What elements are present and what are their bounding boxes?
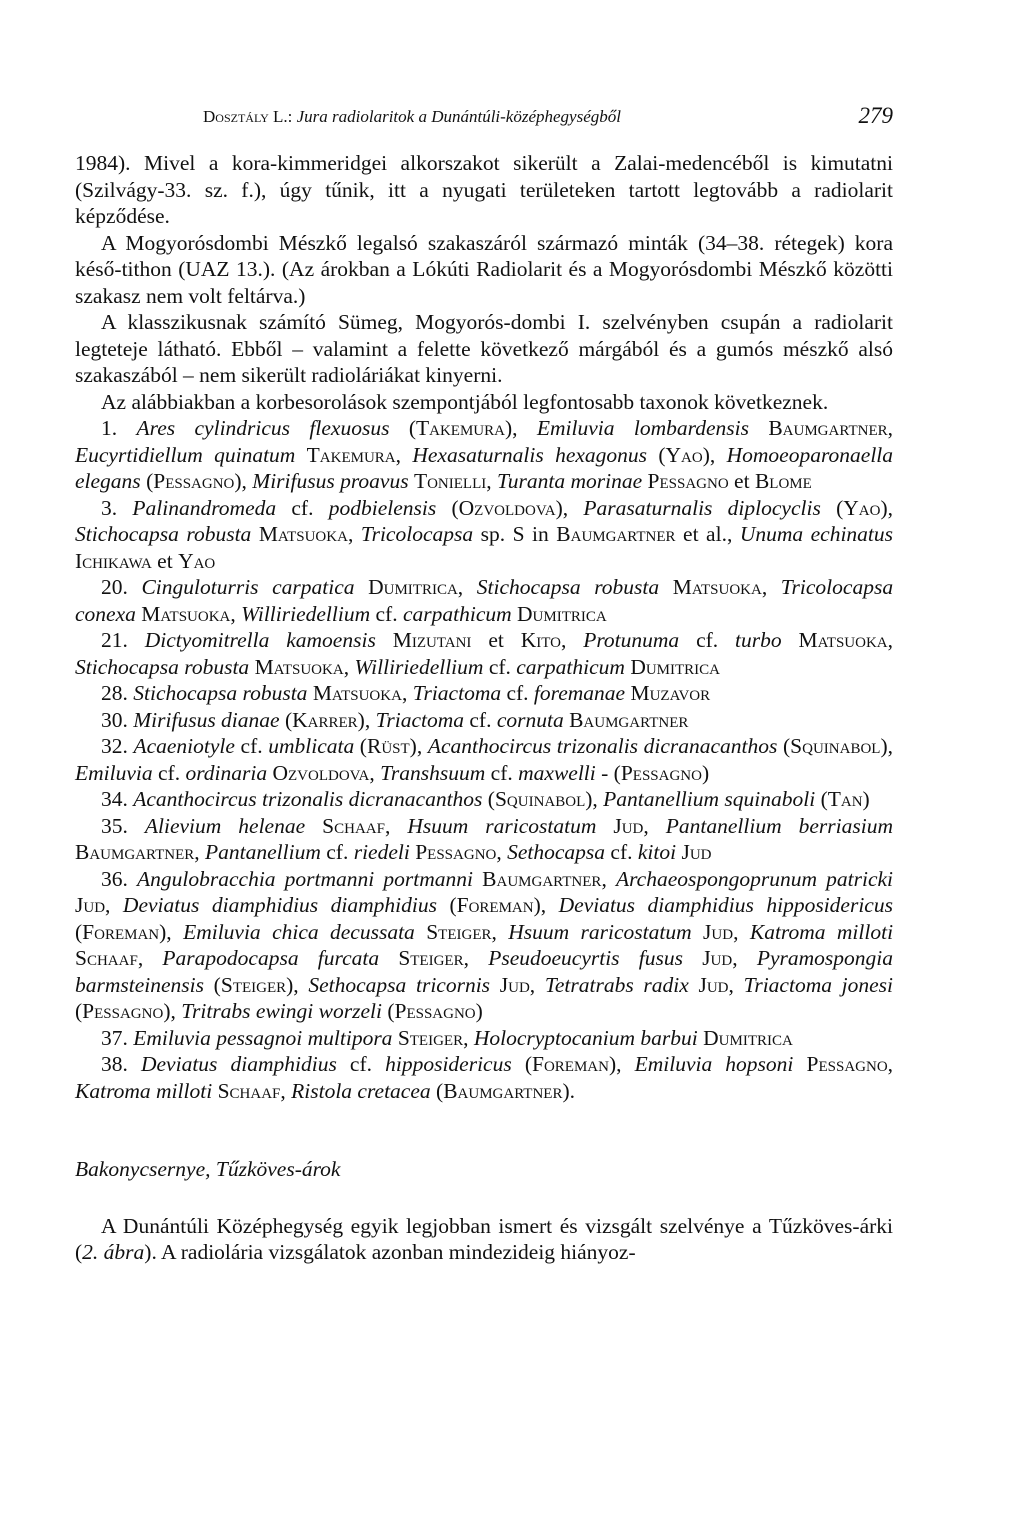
taxon-text: [683, 946, 702, 970]
taxon-text: cf.: [464, 707, 497, 732]
taxon-name: Palinandromeda: [132, 495, 277, 520]
taxon-text: cf.: [320, 840, 354, 864]
taxon-author: Matsuoka: [254, 654, 344, 679]
taxon-author: Tan: [827, 787, 863, 811]
taxon-text: cf.: [679, 628, 736, 652]
taxon-entry: [75, 707, 893, 734]
taxon-text: [782, 628, 799, 652]
taxon-name: Tritrabs ewingi worzeli: [181, 999, 382, 1023]
taxon-text: ,: [280, 1078, 292, 1103]
taxon-author: Yao: [178, 548, 216, 573]
taxon-author: Dumitrica: [703, 1025, 793, 1050]
taxon-name: Protunuma: [583, 628, 680, 652]
taxon-number: 36.: [101, 866, 138, 891]
taxon-text: (: [279, 707, 293, 732]
taxon-name: foremanae: [533, 681, 626, 705]
taxon-author: Steiger: [397, 1025, 464, 1050]
taxon-name: Emiluvia lombardensis: [536, 416, 749, 440]
taxon-author: Jud: [613, 813, 644, 838]
taxon-entry: [75, 813, 893, 866]
taxon-text: cf.: [336, 1052, 386, 1076]
taxon-name: Acanthocircus trizonalis dicranacanthos: [427, 734, 778, 758]
taxon-text: ,: [496, 840, 508, 864]
taxon-name: Deviatus diamphidius: [140, 1052, 337, 1076]
section-paragraph-start: A Dunántúli Középhegység egyik legjobban ismert és vizsgált szelvénye a Tűzköves-árki (: [75, 1213, 893, 1264]
taxon-text: et: [151, 548, 179, 573]
taxon-text: ): [862, 787, 870, 811]
taxon-author: Steiger: [426, 919, 492, 944]
taxon-name: carpathicum: [516, 654, 625, 679]
section-paragraph-end: ). A radiolária vizsgálatok azonban mindezideig hiányoz-: [144, 1240, 636, 1264]
taxon-text: cf.: [501, 681, 534, 705]
paragraph-4: Az alábbiakban a korbesorolások szempontjából legfontosabb taxonok következnek.: [101, 389, 829, 414]
taxon-author: Schaaf: [75, 946, 138, 970]
taxon-name: Sethocapsa tricornis: [308, 972, 491, 997]
taxon-text: cf.: [370, 601, 403, 626]
page-body: [75, 150, 893, 1266]
taxon-text: ,: [230, 601, 242, 626]
taxon-author: Pessagno: [647, 469, 729, 493]
taxon-text: ): [475, 999, 483, 1023]
taxon-number: 35.: [101, 813, 145, 838]
taxon-author: Steiger: [220, 972, 287, 997]
taxon-author: Baumgartner: [75, 840, 195, 864]
taxon-number: 1.: [101, 416, 137, 440]
taxon-name: Holocryptocanium barbui: [473, 1025, 698, 1050]
taxon-text: ,: [529, 972, 545, 997]
taxon-name: Stichocapsa robusta: [75, 654, 250, 679]
taxon-name: Cinguloturris carpatica: [141, 575, 355, 599]
taxon-number: 34.: [101, 787, 134, 811]
running-head-title: Jura radiolaritok a Dunántúli-középhegységből: [296, 107, 621, 126]
taxon-name: Stichocapsa robusta: [133, 681, 308, 705]
taxon-number: 32.: [101, 734, 134, 758]
taxon-name: Deviatus diamphidius hipposidericus: [558, 893, 893, 917]
taxon-author: Takemura: [415, 416, 505, 440]
taxon-text: ,: [601, 866, 616, 891]
taxon-text: ,: [463, 1025, 474, 1050]
taxon-text: (: [436, 893, 457, 917]
taxon-name: riedeli: [353, 840, 410, 864]
taxon-text: (: [75, 999, 83, 1023]
taxon-author: Rüst: [366, 734, 410, 758]
taxon-text: (: [511, 1052, 532, 1076]
taxon-text: [415, 920, 426, 944]
taxon-entry: [75, 574, 893, 627]
taxon-text: (: [777, 734, 791, 758]
taxon-text: ),: [163, 999, 182, 1023]
taxon-author: Ozvoldova: [458, 495, 556, 520]
taxon-author: Dumitrica: [630, 654, 721, 679]
taxon-text: ,: [887, 416, 893, 440]
taxon-text: (: [482, 787, 495, 811]
taxon-text: ,: [457, 575, 477, 599]
taxon-text: ,: [384, 813, 408, 838]
taxon-author: Squinabol: [494, 787, 586, 811]
taxon-text: cf.: [485, 760, 519, 785]
taxon-text: cf.: [605, 840, 638, 864]
taxon-text: et: [728, 469, 755, 493]
taxon-name: Mirifusus dianae: [133, 707, 280, 732]
taxon-text: ),: [880, 734, 894, 758]
taxon-text: ,: [560, 628, 584, 652]
taxon-name: kitoi: [637, 840, 677, 864]
running-header: [203, 103, 893, 135]
taxon-text: et al.,: [675, 522, 740, 546]
taxon-text: [355, 575, 369, 599]
taxon-entry: [75, 1025, 893, 1052]
taxon-name: Emiluvia: [75, 760, 153, 785]
taxon-author: Jud: [681, 840, 712, 864]
taxon-entry: [75, 495, 893, 575]
taxon-author: Jud: [703, 919, 734, 944]
taxon-name: Tricolocapsa: [360, 522, 474, 546]
taxon-text: ,: [887, 1052, 894, 1076]
taxon-name: Parasaturnalis diplocyclis: [583, 495, 821, 520]
taxon-text: [596, 814, 613, 838]
taxon-author: Baumgartner: [482, 866, 602, 891]
taxon-name: Emiluvia chica decussata: [183, 919, 415, 944]
taxon-name: Acanthocircus trizonalis dicranacanthos: [133, 787, 483, 811]
taxon-text: cf.: [152, 760, 186, 785]
taxon-name: Emiluvia hopsoni: [634, 1052, 794, 1076]
taxon-name: Ristola cretacea: [291, 1078, 431, 1103]
taxon-name: Hsuum raricostatum: [407, 813, 597, 838]
taxon-author: Pessagno: [806, 1052, 888, 1076]
paragraph-2: A Mogyorósdombi Mészkő legalsó szakaszáról származó minták (34–38. rétegek) kora késő-tithon (UAZ 13.). (Az árokban a Lókúti Radiolarit és a Mogyorósdombi Mészkő közötti szakasz nem volt feltárva.): [75, 230, 893, 308]
taxon-number: 20.: [101, 575, 142, 599]
taxon-name: Triactoma jonesi: [743, 972, 894, 997]
taxon-text: [490, 973, 500, 997]
taxon-text: (: [647, 442, 666, 467]
paragraph-1: 1984). Mivel a kora-kimmeridgei alkorszakot sikerült a Zalai-medencéből is kimutatni (Szilvágy-33. sz. f.), úgy tűnik, itt a nyugati területeken tartott legtovább a radiolarit képződése.: [75, 151, 893, 228]
running-head-text: [203, 107, 621, 127]
taxon-author: Foreman: [82, 919, 160, 944]
taxon-name: Eucyrtidiellum quinatum: [75, 442, 296, 467]
taxon-text: (: [389, 416, 416, 440]
taxon-author: Schaaf: [322, 813, 385, 838]
taxon-text: (: [430, 1078, 444, 1103]
taxon-name: Williriedellium: [354, 654, 484, 679]
taxon-number: 28.: [101, 681, 134, 705]
taxon-name: ordinaria: [185, 760, 268, 785]
taxon-text: (: [815, 787, 828, 811]
taxon-text: (: [354, 734, 367, 758]
taxon-text: [376, 628, 393, 652]
taxon-name: Pantanellium: [205, 840, 321, 864]
taxon-name: Unuma echinatus: [739, 522, 894, 546]
taxon-author: Dumitrica: [517, 601, 607, 626]
taxon-name: Pseudoeucyrtis fusus: [488, 946, 683, 970]
section-paragraph: [75, 1213, 893, 1266]
taxon-name: Katroma milloti: [75, 1078, 213, 1103]
taxon-text: ),: [880, 495, 894, 520]
taxon-name: Homoeoparonaella elegans: [75, 442, 894, 493]
taxon-name: hipposidericus: [385, 1052, 512, 1076]
taxon-author: Dumitrica: [368, 575, 458, 599]
taxon-text: ): [701, 760, 710, 785]
taxon-author: Pessagno: [394, 999, 476, 1023]
taxon-text: ),: [286, 972, 309, 997]
taxon-name: Triactoma: [375, 707, 464, 732]
taxon-author: Pessagno: [82, 999, 164, 1023]
taxon-name: Emiluvia pessagnoi multipora: [133, 1025, 393, 1050]
taxon-author: Jud: [499, 972, 530, 997]
taxon-author: Mizutani: [392, 628, 472, 652]
taxon-text: ,: [733, 919, 750, 944]
taxon-name: turbo: [735, 628, 782, 652]
figure-reference: 2. ábra: [82, 1240, 145, 1264]
taxon-name: Stichocapsa robusta: [75, 522, 252, 546]
taxa-list: [75, 415, 893, 1104]
taxon-text: ,: [486, 469, 497, 493]
taxon-text: ),: [608, 1052, 635, 1076]
taxon-name: Pantanellium berriasium: [665, 813, 893, 838]
taxon-text: ,: [491, 919, 509, 944]
taxon-text: ,: [194, 840, 206, 864]
taxon-author: Karrer: [292, 707, 358, 732]
taxon-name: Dictyomitrella kamoensis: [144, 628, 376, 652]
taxon-text: ),: [585, 787, 604, 811]
taxon-text: ),: [504, 416, 537, 440]
taxon-name: Hsuum raricostatum: [508, 919, 692, 944]
taxon-text: ),: [702, 442, 727, 467]
taxon-text: [379, 946, 398, 970]
taxon-name: Stichocapsa robusta: [476, 575, 660, 599]
taxon-name: maxwelli: [518, 760, 596, 785]
taxon-name: Turanta morinae: [497, 469, 643, 493]
taxon-text: ,: [463, 946, 489, 970]
taxon-entry: [75, 866, 893, 1025]
taxon-text: ,: [401, 681, 413, 705]
taxon-entry: [75, 627, 893, 680]
taxon-author: Matsuoka: [798, 628, 888, 652]
taxon-name: Acaeniotyle: [133, 734, 235, 758]
taxon-name: Hexasaturnalis hexagonus: [412, 442, 648, 467]
taxon-text: cf.: [483, 654, 517, 679]
taxon-author: Muzavor: [630, 681, 711, 705]
taxon-author: Baumgartner: [556, 522, 676, 546]
taxon-text: [749, 416, 768, 440]
taxon-author: Matsuoka: [141, 601, 231, 626]
taxon-author: Blome: [754, 469, 812, 493]
taxon-text: (: [436, 495, 459, 520]
taxon-text: et: [471, 628, 521, 652]
taxon-text: ,: [137, 946, 163, 970]
taxon-number: 37.: [101, 1025, 134, 1050]
taxon-text: [251, 522, 259, 546]
taxon-text: ).: [562, 1078, 576, 1103]
taxon-name: Angulobracchia portmanni portmanni: [137, 866, 474, 891]
taxon-name: Katroma milloti: [749, 919, 894, 944]
taxon-text: [295, 443, 306, 467]
taxon-text: ,: [343, 654, 355, 679]
taxon-text: [689, 973, 699, 997]
taxon-name: Archaeospongoprunum patricki: [615, 866, 894, 891]
taxon-number: 3.: [101, 495, 133, 520]
taxon-text: ,: [761, 575, 781, 599]
taxon-text: (: [381, 999, 395, 1023]
taxon-author: Baumgartner: [443, 1078, 563, 1103]
taxon-name: Alievium helenae: [144, 813, 306, 838]
taxon-text: (: [820, 495, 844, 520]
taxon-author: Pessagno: [153, 469, 235, 493]
taxon-author: Ichikawa: [75, 548, 152, 573]
taxon-author: Foreman: [531, 1052, 609, 1076]
taxon-text: [659, 575, 673, 599]
taxon-entry: [75, 733, 893, 786]
taxon-author: Matsuoka: [258, 522, 348, 546]
taxon-text: (: [75, 919, 83, 944]
taxon-name: Parapodocapsa furcata: [162, 946, 380, 970]
taxon-entry: [75, 415, 893, 495]
paragraph-3: A klasszikusnak számító Sümeg, Mogyorós-dombi I. szelvényben csupán a radiolarit legteteje látható. Ebből – valamint a felette következő márgából és a gumós mészkő alsó szakaszából – nem sikerült radioláriákat kinyerni.: [75, 310, 893, 387]
taxon-text: ),: [555, 495, 584, 520]
taxon-author: Matsuoka: [312, 681, 402, 705]
taxon-author: Kito: [520, 628, 561, 652]
taxon-text: ,: [643, 813, 666, 838]
taxon-text: ,: [369, 760, 381, 785]
taxon-text: ),: [533, 893, 559, 917]
taxon-text: [473, 867, 482, 891]
taxon-author: Jud: [698, 972, 729, 997]
taxon-author: Baumgartner: [569, 707, 689, 732]
taxon-number: 30.: [101, 707, 134, 732]
taxon-text: cf.: [276, 495, 329, 520]
taxon-name: Transhsuum: [380, 760, 486, 785]
taxon-text: ,: [105, 893, 123, 917]
taxon-author: Pessagno: [620, 760, 702, 785]
taxon-text: sp. S in: [473, 522, 557, 546]
taxon-author: Schaaf: [217, 1078, 281, 1103]
taxon-name: Triactoma: [412, 681, 502, 705]
taxon-entry: [75, 680, 893, 707]
taxon-author: Yao: [843, 495, 881, 520]
taxon-author: Pessagno: [415, 840, 497, 864]
taxon-author: Tonielli: [413, 469, 487, 493]
taxon-name: podbielensis: [328, 495, 437, 520]
taxon-name: Pyramospongia barmsteinensis: [75, 946, 893, 997]
taxon-author: Takemura: [306, 442, 396, 467]
taxon-name: Williriedellium: [241, 601, 371, 626]
taxon-text: cf.: [234, 734, 269, 758]
taxon-text: [793, 1052, 806, 1076]
taxon-text: (: [204, 972, 221, 997]
taxon-text: ,: [395, 442, 413, 467]
taxon-text: ),: [357, 707, 376, 732]
taxon-number: 21.: [101, 628, 145, 652]
taxon-name: umblicata: [268, 734, 355, 758]
taxon-author: Jud: [702, 946, 733, 970]
taxon-author: Yao: [665, 442, 703, 467]
taxon-text: ,: [732, 946, 757, 970]
section-heading: Bakonycsernye, Tűzköves-árok: [75, 1157, 341, 1181]
taxon-name: Ares cylindricus flexuosus: [136, 416, 390, 440]
taxon-text: ),: [409, 734, 428, 758]
taxon-number: 38.: [101, 1052, 141, 1076]
taxon-entry: [75, 1051, 893, 1104]
taxon-name: Mirifusus proavus: [252, 469, 409, 493]
taxon-text: (: [140, 469, 154, 493]
taxon-text: [305, 814, 322, 838]
taxon-name: Tetratrabs radix: [544, 972, 689, 997]
taxon-text: ),: [159, 919, 184, 944]
taxon-author: Foreman: [456, 893, 534, 917]
taxon-author: Matsuoka: [672, 575, 762, 599]
taxon-name: Sethocapsa: [507, 840, 606, 864]
taxon-name: cornuta: [496, 707, 564, 732]
taxon-author: Squinabol: [790, 734, 881, 758]
taxon-author: Ozvoldova: [272, 760, 370, 785]
taxon-text: [692, 920, 703, 944]
taxon-name: carpathicum: [402, 601, 512, 626]
taxon-name: Tricolocapsa conexa: [75, 575, 894, 626]
taxon-text: ,: [728, 972, 744, 997]
taxon-author: Baumgartner: [768, 416, 888, 440]
taxon-author: Steiger: [398, 946, 464, 970]
taxon-author: Jud: [75, 893, 106, 917]
taxon-text: ,: [347, 522, 361, 546]
taxon-text: ),: [234, 469, 253, 493]
running-head-author: Dosztály L.:: [203, 107, 293, 126]
taxon-entry: [75, 786, 893, 813]
taxon-text: - (: [595, 760, 621, 785]
taxon-text: ,: [887, 628, 894, 652]
page-number: 279: [858, 103, 893, 128]
taxon-name: Pantanellium squinaboli: [603, 787, 816, 811]
taxon-name: Deviatus diamphidius diamphidius: [122, 893, 437, 917]
